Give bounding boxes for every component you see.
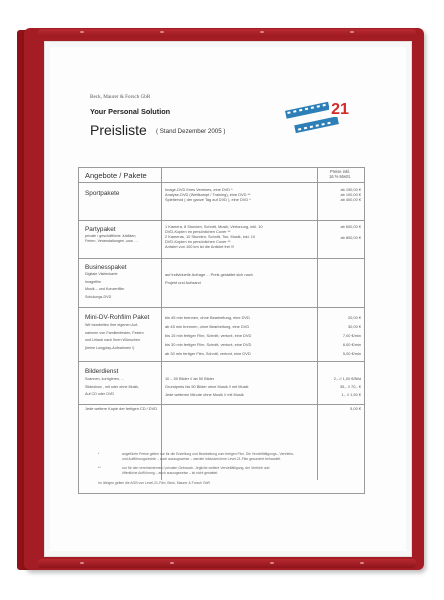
table-col-divider [161,168,162,480]
table-divider [79,182,364,183]
table-divider [79,220,364,221]
frame-rivet [350,31,354,33]
party-price-1: ab 600,00 € [340,224,361,229]
party-price-2: ab 800,00 € [340,235,361,240]
date-stand: ( Stand Dezember 2005 ) [156,128,226,135]
category-party: Partypaket [85,226,116,233]
category-business: Businesspaket [85,264,127,271]
note-mark-1: * [98,452,100,456]
row-sport-prices: ab 150,00 € ab 100,00 € ab 400,00 € [340,187,361,202]
table-divider [79,307,364,308]
table-header-left: Angebote / Pakete [85,171,147,180]
category-sport: Sportpakete [85,190,120,197]
row-sport-lines: Image-DVD Ihres Vereines, eine DVD * Analyse-DVD (Wettkampf / Training), eine DVD ** Spieltervid ( der ganze Tag auf DVD ), eine DVD * [165,187,251,202]
row-minidv-lines: bis 45 min brennen, ohne Bearbeitung, eine DVD ab 45 min brennen, ohne Bearbeitung, eine DVD bis 15 min fertiger Film, Schnitt, vertont, eine DVD bis 30 min fertiger Film, Schnitt, vertont, eine DVD ab 30 min fertiger Film, Schnitt, vertont, eine DVD [165,315,252,356]
note-text-1: angeführte Preise gelten nur für die Erstellung und Bearbeitung zum fertigen Film. Die Vervielfältigungs-, Vertriebs- [122,452,295,456]
frame-rivet [260,31,264,33]
price-list-paper [50,47,406,551]
transparent-sleeve [44,41,412,557]
business-sub: Digitale Visitenkarte Imagefilm Musik – und Konzertfilm Schulungs-DVD [85,272,125,299]
table-header-right: Preise inkl. 16 % MwSt. [329,169,351,179]
footer-copy-label: Jede weitere Kopie der fertigen CD / DVD [85,406,158,411]
note-text-3: nur für den vereinsinternen / privaten Gebrauch. Jegliche weitere Vervielfältigung, der Vertrieb und [122,466,270,470]
frame-rivet [270,562,274,564]
row-bilder-prices: 2,- // 1,00 €/Bild 35,- // 70,- € 1,- // 1,50 € [333,376,361,397]
frame-top-edge [38,29,416,37]
table-divider [79,361,364,362]
party-sub: private / geschäftliche Jubiläen, Feiern, Veranstaltungen ,usw. ... [85,234,138,243]
logo-film-strip-top [285,102,330,119]
table-divider [79,258,364,259]
note-text-2: und Aufführungsrechte – auch auszugsweise – werden inklusive/ohne Level-21-Film gesondert behandelt. [122,457,282,461]
row-party-lines: 1 Kamera, 8 Stunden, Schnitt, Musik, Vertonung, inkl. 10 DVD-Kopien im persönlichen Cover ** 2 Kameras, 10 Stunden, Schnitt, Ton, Musik, inkl. 10 DVD-Kopien im persönlichen Cover ** Anfahrt von 100 km ist die Anfahrt frei !!! [165,224,263,249]
price-table [78,167,365,494]
note-text-4: öffentliche Aufführung – auch auszugsweise – ist nicht gestattet. [122,471,219,475]
logo-number: 21 [331,101,349,118]
bilder-sub: Scannen, korrigieren, ... Slideshow , mit oder ohne Musik, Auf CD oder DVD [85,377,140,397]
footer-copy-price: 5,00 € [350,406,361,411]
page-title: Preisliste [90,122,147,138]
row-bilder-lines: 10 – 50 Bilder // ab 50 Bilder Grundpreis bis 50 Bilder ohne Musik // mit Musik Jede weiteren Minute ohne Musik // mit Musik [165,376,249,397]
row-minidv-prices: 20,00 € 30,00 € 7,00 €/min 6,00 €/min 5,00 €/min [342,315,361,356]
frame-rivet [170,562,174,564]
frame-rivet [160,31,164,33]
frame-rivet [80,31,84,33]
note-text-5: Im übrigen gelten die AGB von Level-21-Film, Beck, Maurer & Forsch GbR [98,481,210,485]
frame-rivet [360,562,364,564]
note-mark-2: ** [98,466,101,470]
level-21-logo [283,94,355,140]
slogan: Your Personal Solution [90,107,171,116]
table-col-divider [317,168,318,480]
firm-name: Beck, Maurer & Forsch GbR [90,94,151,100]
frame-rivet [80,562,84,564]
minidv-sub: Wir bearbeiten Ihre eigenen Auf- nahmen von Familienfesten, Festen und Urlaub nach Ihren Wünschen (keine Longplay-Aufnahmen !) [85,323,144,350]
category-bilder: Bilderdienst [85,368,119,375]
table-divider [79,404,364,405]
category-minidv: Mini-DV-Rohfilm Paket [85,314,150,321]
row-business-lines: auf individuelle Anfrage ... Preis gestaltet sich nach Projekt und Aufwand [165,272,253,285]
